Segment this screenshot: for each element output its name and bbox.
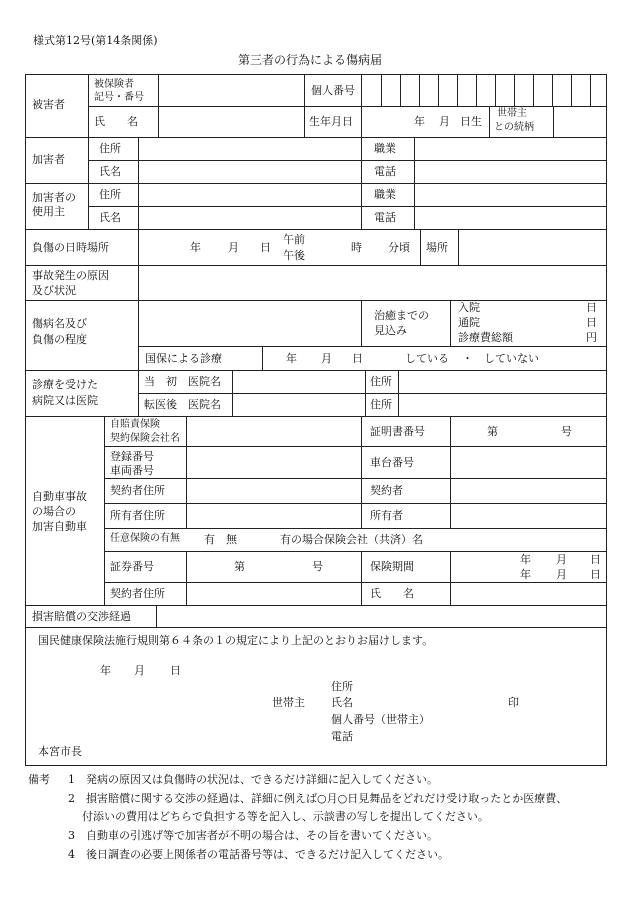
rule — [104, 416, 105, 605]
rule — [361, 416, 362, 528]
rule — [514, 74, 515, 106]
rule — [156, 605, 157, 627]
pm-label: 午後 — [283, 249, 305, 262]
cause-label-2: 及び状況 — [32, 284, 76, 297]
yen-label: 円 — [586, 331, 597, 344]
rule — [25, 416, 606, 417]
rule — [25, 370, 606, 371]
registration-label-2: 車両番号 — [110, 464, 154, 477]
contractor-address-label: 契約者住所 — [110, 484, 165, 497]
rule — [88, 74, 89, 137]
rule — [25, 300, 606, 301]
rule — [138, 265, 139, 300]
note-2: 2 損害賠償に関する交渉の経過は、詳細に例えば○月○日見舞品をどれだけ受け取ったとか医療費、 — [68, 792, 568, 805]
rule — [458, 229, 459, 265]
contractor-address-label-2: 契約者住所 — [110, 587, 165, 600]
national-month: 月 — [321, 352, 332, 365]
rule — [361, 300, 362, 346]
rule — [232, 370, 233, 416]
rule — [88, 106, 606, 107]
declarant-personal-number-label: 個人番号（世帯主） — [331, 713, 430, 726]
outpatient-label: 通院 — [458, 316, 480, 329]
employer-section-label-2: 使用主 — [32, 205, 65, 218]
rule — [25, 74, 607, 75]
note-3: 3 自動車の引逃げ等で加害者が不明の場合は、その旨を書いてください。 — [68, 829, 438, 842]
period-end-year: 年 — [520, 568, 531, 581]
owner-label: 所有者 — [370, 509, 403, 522]
rule — [138, 229, 139, 265]
rule — [138, 346, 606, 347]
registration-label: 登録番号 — [110, 450, 154, 463]
policy-dai: 第 — [234, 560, 245, 573]
rule — [25, 765, 607, 766]
relation-label: 世帯主 — [497, 108, 527, 119]
outpatient-day: 日 — [586, 316, 597, 329]
period-end-day: 日 — [590, 568, 601, 581]
not-done-option: していない — [484, 352, 539, 365]
employer-section-label: 加害者の — [32, 191, 76, 204]
policy-go: 号 — [312, 560, 323, 573]
option-separator: ・ — [462, 352, 473, 365]
hospital-label: 診療を受けた — [32, 378, 98, 391]
seal-mark: 印 — [508, 696, 519, 709]
birth-year: 年 — [414, 115, 425, 128]
optional-insurance-label: 任意保険の有無 — [110, 533, 180, 544]
rule — [495, 74, 496, 106]
form-title: 第三者の行為による傷病届 — [238, 53, 383, 67]
rule — [25, 183, 606, 184]
period-start-year: 年 — [520, 553, 531, 566]
rule — [88, 183, 89, 229]
injury-minute: 分頃 — [388, 241, 410, 254]
injury-day: 日 — [260, 241, 271, 254]
insured-number-label: 被保険者 — [94, 79, 134, 90]
rule — [25, 137, 606, 138]
rule — [361, 74, 362, 137]
birthdate-label: 生年月日 — [309, 115, 353, 128]
transfer-hospital-label: 転医後 医院名 — [144, 398, 221, 411]
rule — [590, 74, 591, 106]
rule — [361, 137, 362, 183]
employer-phone-label: 電話 — [374, 211, 396, 224]
rule — [398, 370, 399, 416]
initial-hospital-label: 当 初 医院名 — [144, 375, 221, 388]
period-end-month: 月 — [556, 568, 567, 581]
birth-month: 月 — [439, 115, 450, 128]
hospital-label-2: 病院又は医院 — [32, 394, 98, 407]
hospital-address-label-2: 住所 — [370, 398, 392, 411]
rule — [361, 183, 362, 229]
national-day: 日 — [352, 352, 363, 365]
rule — [104, 528, 606, 529]
total-cost-label: 診療費総額 — [458, 331, 513, 344]
personal-number-label: 個人番号 — [311, 84, 355, 97]
note-4: 4 後日調査の必要上関係者の電話番号等は、できるだけ記入してください。 — [68, 848, 449, 861]
rule — [25, 265, 606, 266]
rule — [158, 74, 159, 137]
owner-address-label: 所有者住所 — [110, 509, 165, 522]
injury-label-2: 負傷の程度 — [32, 333, 87, 346]
injury-time-label: 負傷の日時場所 — [32, 241, 109, 254]
rule — [88, 137, 89, 183]
optional-company-label: 有の場合保険会社（共済）名 — [280, 533, 423, 546]
national-year: 年 — [286, 352, 297, 365]
rule — [419, 74, 420, 106]
rule — [104, 582, 606, 583]
am-label: 午前 — [283, 233, 305, 246]
injury-month: 月 — [228, 241, 239, 254]
rule — [400, 74, 401, 106]
period-label: 保険期間 — [370, 560, 414, 573]
place-label: 場所 — [426, 241, 448, 254]
rule — [361, 551, 362, 605]
insurer-label-2: 契約保険会社名 — [110, 433, 180, 444]
victim-section-label: 被害者 — [32, 98, 65, 111]
employer-address-label: 住所 — [99, 188, 121, 201]
policy-number-label: 証券番号 — [110, 560, 154, 573]
rule — [450, 416, 451, 528]
done-option: している — [405, 352, 449, 365]
outlook-label: 治癒までの — [374, 309, 429, 322]
rule — [553, 106, 554, 137]
rule — [476, 74, 477, 106]
outlook-label-2: 見込み — [374, 324, 407, 337]
rule — [138, 300, 139, 370]
period-start-day: 日 — [590, 553, 601, 566]
inpatient-label: 入院 — [458, 301, 480, 314]
car-name-label: 氏 名 — [370, 587, 414, 600]
victim-name-label: 氏 名 — [94, 115, 138, 128]
declarant-phone-label: 電話 — [331, 730, 353, 743]
rule — [138, 370, 139, 416]
assailant-phone-label: 電話 — [374, 165, 396, 178]
relation-label-2: との続柄 — [494, 122, 534, 133]
rule — [186, 551, 187, 605]
rule — [138, 183, 139, 229]
national-check-label: 国保による診療 — [145, 352, 222, 365]
assailant-address-label: 住所 — [99, 142, 121, 155]
note-2-continued: 付添いの費用はどちらで負担する等を記入し、示談書の写しを提出してください。 — [82, 810, 489, 823]
cause-label: 事故発生の原因 — [32, 269, 109, 282]
injury-label: 傷病名及び — [32, 317, 87, 330]
rule — [138, 393, 606, 394]
rule — [438, 74, 439, 106]
rule — [552, 74, 553, 106]
car-section-label-3: 加害自動車 — [32, 520, 87, 533]
rule — [104, 551, 606, 552]
car-section-label: 自動車事故 — [32, 490, 87, 503]
rule — [304, 74, 305, 137]
rule — [262, 346, 263, 370]
notes-label: 備考 — [28, 773, 50, 786]
declarant-address-label: 住所 — [331, 680, 353, 693]
certificate-go: 号 — [561, 425, 572, 438]
rule — [457, 74, 458, 106]
rule — [104, 446, 606, 447]
negotiation-label: 損害賠償の交渉経過 — [32, 610, 131, 623]
rule — [365, 370, 366, 416]
rule — [25, 605, 606, 606]
rule — [138, 137, 139, 183]
assailant-occupation-label: 職業 — [374, 142, 396, 155]
certificate-dai: 第 — [487, 425, 498, 438]
car-section-label-2: の場合の — [32, 505, 76, 518]
inpatient-day: 日 — [586, 301, 597, 314]
rule — [88, 160, 606, 161]
declarant-name-label: 氏名 — [331, 696, 353, 709]
rule — [571, 74, 572, 106]
note-1: 1 発病の原因又は負傷時の状況は、できるだけ詳細に記入してください。 — [68, 773, 438, 786]
rule — [186, 416, 187, 528]
rule — [25, 229, 606, 230]
rule — [381, 74, 382, 106]
declaration-month: 月 — [134, 664, 145, 677]
declaration-statement: 国民健康保険法施行規則第６４条の１の規定により上記のとおりお届けします。 — [38, 634, 434, 647]
mayor-label: 本宮市長 — [38, 745, 82, 758]
hospital-address-label: 住所 — [370, 375, 392, 388]
contractor-label: 契約者 — [370, 484, 403, 497]
rule — [414, 183, 415, 229]
form-number: 様式第12号(第14条関係) — [33, 34, 158, 47]
employer-occupation-label: 職業 — [374, 188, 396, 201]
household-head-label: 世帯主 — [272, 696, 305, 709]
rule — [450, 300, 451, 346]
assailant-name-label: 氏名 — [99, 165, 121, 178]
rule — [88, 206, 606, 207]
injury-hour: 時 — [351, 241, 362, 254]
optional-yes-no: 有 無 — [204, 533, 237, 546]
chassis-label: 車台番号 — [370, 456, 414, 469]
rule — [489, 106, 490, 137]
period-start-month: 月 — [556, 553, 567, 566]
employer-name-label: 氏名 — [99, 211, 121, 224]
injury-year: 年 — [190, 241, 201, 254]
birth-day: 日生 — [460, 115, 482, 128]
rule — [533, 74, 534, 106]
rule — [450, 551, 451, 605]
rule — [25, 74, 26, 766]
insurer-label: 自賠責保険 — [110, 419, 160, 430]
rule — [25, 627, 607, 628]
rule — [606, 74, 607, 766]
insured-number-label-2: 記号・番号 — [94, 92, 144, 103]
rule — [420, 229, 421, 265]
rule — [414, 137, 415, 183]
rule — [104, 503, 606, 504]
declaration-year: 年 — [100, 664, 111, 677]
assailant-section-label: 加害者 — [32, 153, 65, 166]
rule — [104, 478, 606, 479]
declaration-day: 日 — [170, 664, 181, 677]
certificate-label: 証明書番号 — [370, 425, 425, 438]
